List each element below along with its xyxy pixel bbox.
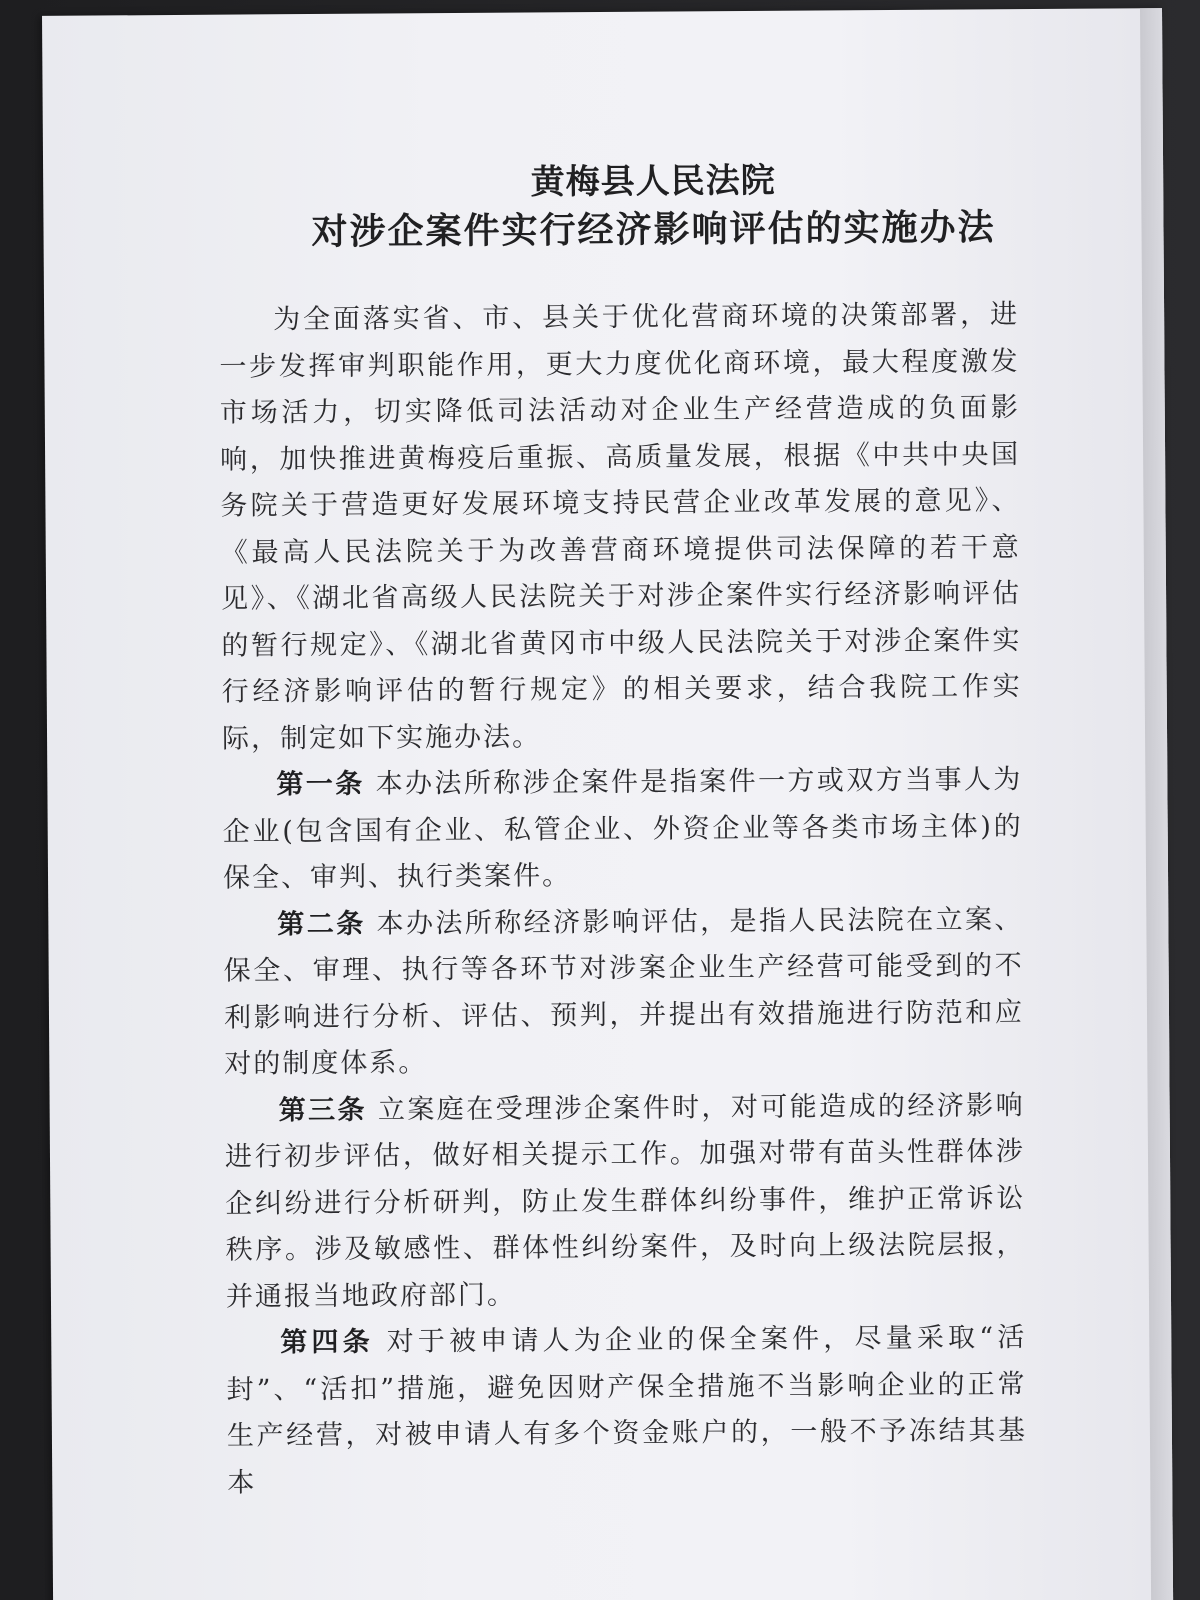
document-title-measures: 对涉企案件实行经济影响评估的实施办法 [311, 206, 996, 254]
preamble-paragraph: 为全面落实省、市、县关于优化营商环境的决策部署，进一步发挥审判职能作用，更大力度优化商环境，最大程度激发市场活力，切实降低司法活动对企业生产经营造成的负面影响，加快推进黄梅疫后重振、高质量发展，根据《中共中央国务院关于营造更好发展环境支持民营企业改革发展的意见》、《最高人民法院关于为改善营商环境提供司法保障的若干意见》、《湖北省高级人民法院关于对涉企案件实行经济影响评估的暂行规定》、《湖北省黄冈市中级人民法院关于对涉企案件实行经济影响评估的暂行规定》的相关要求，结合我院工作实际，制定如下实施办法。 [219, 299, 1022, 755]
article-4 [226, 1315, 1027, 1507]
article-1-text: 本办法所称涉企案件是指案件一方或双方当事人为企业(包含国有企业、私管企业、外资企业等各类市场主体)的保全、审判、执行类案件。 [222, 764, 1023, 894]
document-title-court: 黄梅县人民法院 [530, 160, 776, 203]
article-3-heading: 第三条 [278, 1094, 368, 1126]
article-2-text: 本办法所称经济影响评估，是指人民法院在立案、保全、审理、执行等各环节对涉案企业生产经营可能受到的不利影响进行分析、评估、预判，并提出有效措施进行防范和应对的制度体系。 [223, 903, 1025, 1080]
article-4-heading: 第四条 [280, 1326, 374, 1359]
document-body [219, 292, 1027, 1507]
article-3 [225, 1083, 1027, 1321]
article-2-heading: 第二条 [277, 908, 366, 940]
article-3-text: 立案庭在受理涉企案件时，对可能造成的经济影响进行初步评估，做好相关提示工作。加强对带有苗头性群体涉企纠纷进行分析研判，防止发生群体纠纷事件，维护正常诉讼秩序。涉及敏感性、群体性纠纷案件，及时向上级法院层报，并通报当地政府部门。 [224, 1089, 1026, 1313]
article-2 [223, 897, 1024, 1089]
article-1-heading: 第一条 [276, 768, 365, 801]
article-4-text: 对于被申请人为企业的保全案件，尽量采取“活封”、“活扣”措施，避免因财产保全措施不当影响企业的正常生产经营，对被申请人有多个资金账户的，一般不予冻结其基本 [226, 1322, 1028, 1499]
article-1 [222, 757, 1023, 902]
document-page [42, 8, 1173, 1600]
